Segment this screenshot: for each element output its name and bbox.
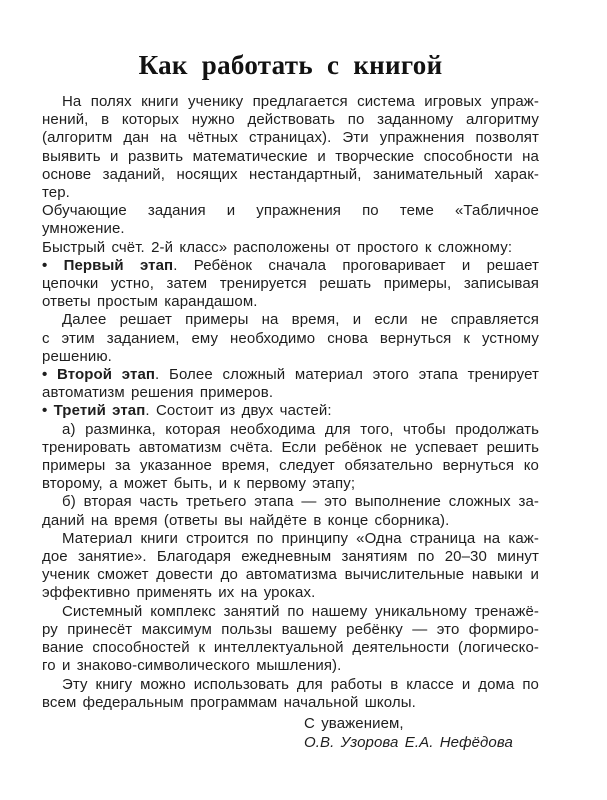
text-line: примеры за указанное время, следует обязательно вернуться ко — [42, 457, 539, 475]
text-line: эффективно применять их на уроках. — [42, 584, 316, 602]
text-line: второму, а может быть, и к первому этапу; — [42, 475, 356, 493]
text-line: Далее решает примеры на время, и если не справляется — [62, 311, 539, 329]
text-line: основе заданий, носящих нестандартный, занимательный харак- — [42, 165, 539, 183]
text-line: даний на время (ответы вы найдёте в конце сборника). — [42, 511, 450, 529]
text-line: Эту книгу можно использовать для работы в классе и дома по — [62, 675, 539, 693]
text-line: • Третий этап. Состоит из двух частей: — [42, 402, 332, 420]
signature-salutation: С уважением, — [304, 714, 404, 732]
text-line: дое занятие». Благодаря ежедневным занятиям по 20–30 минут — [42, 548, 539, 566]
text-line: тренировать автоматизм счёта. Если ребёнок не успевает решить — [42, 438, 539, 456]
text-line: с этим заданием, ему необходимо снова вернуться к устному — [42, 329, 539, 347]
text-line: • Второй этап. Более сложный материал этого этапа тренирует — [42, 366, 539, 384]
text-line: выявить и развить математические и творческие способности на — [42, 147, 539, 165]
page-title: Как работать с книгой — [138, 50, 443, 80]
text-line: На полях книги ученику предлагается система игровых упраж- — [62, 93, 539, 110]
signature-names: О.В. Узорова Е.А. Нефёдова — [304, 733, 513, 751]
text-line: вание способностей к интеллектуальной деятельности (логическо- — [42, 639, 539, 657]
text-line: цепочки устно, затем тренируется решать примеры, записывая — [42, 275, 539, 293]
text-line: тер. — [42, 184, 70, 202]
signature-block — [42, 715, 539, 752]
body-text — [42, 93, 539, 712]
text-line: ру принесёт максимум пользы вашему ребёнку — это формиро- — [42, 620, 539, 638]
text-line: автоматизм решения примеров. — [42, 384, 274, 402]
text-line: Быстрый счёт. 2-й класс» расположены от простого к сложному: — [42, 238, 513, 256]
text-line: Системный комплекс занятий по нашему уникальному тренажё- — [62, 602, 539, 620]
text-line: ученик сможет довести до автоматизма вычислительные навыки и — [42, 566, 539, 584]
text-line: решению. — [42, 347, 112, 365]
text-line: Материал книги строится по принципу «Одна страница на каж- — [62, 529, 539, 547]
text-line: го и знаково-символического мышления). — [42, 657, 342, 675]
text-line: а) разминка, которая необходима для того, чтобы продолжать — [62, 420, 539, 438]
text-line: • Первый этап. Ребёнок сначала проговаривает и решает — [42, 256, 539, 274]
page-content — [42, 93, 539, 752]
text-line: б) вторая часть третьего этапа — это выполнение сложных за- — [62, 493, 539, 511]
text-line: ответы простым карандашом. — [42, 293, 258, 311]
text-line: всем федеральным программам начальной школы. — [42, 693, 416, 711]
text-line: Обучающие задания и упражнения по теме «Табличное умножение. — [42, 202, 539, 238]
text-line: нений, в которых нужно действовать по заданному алгоритму — [42, 111, 539, 129]
text-line: (алгоритм дан на чётных страницах). Эти упражнения позволят — [42, 129, 539, 147]
